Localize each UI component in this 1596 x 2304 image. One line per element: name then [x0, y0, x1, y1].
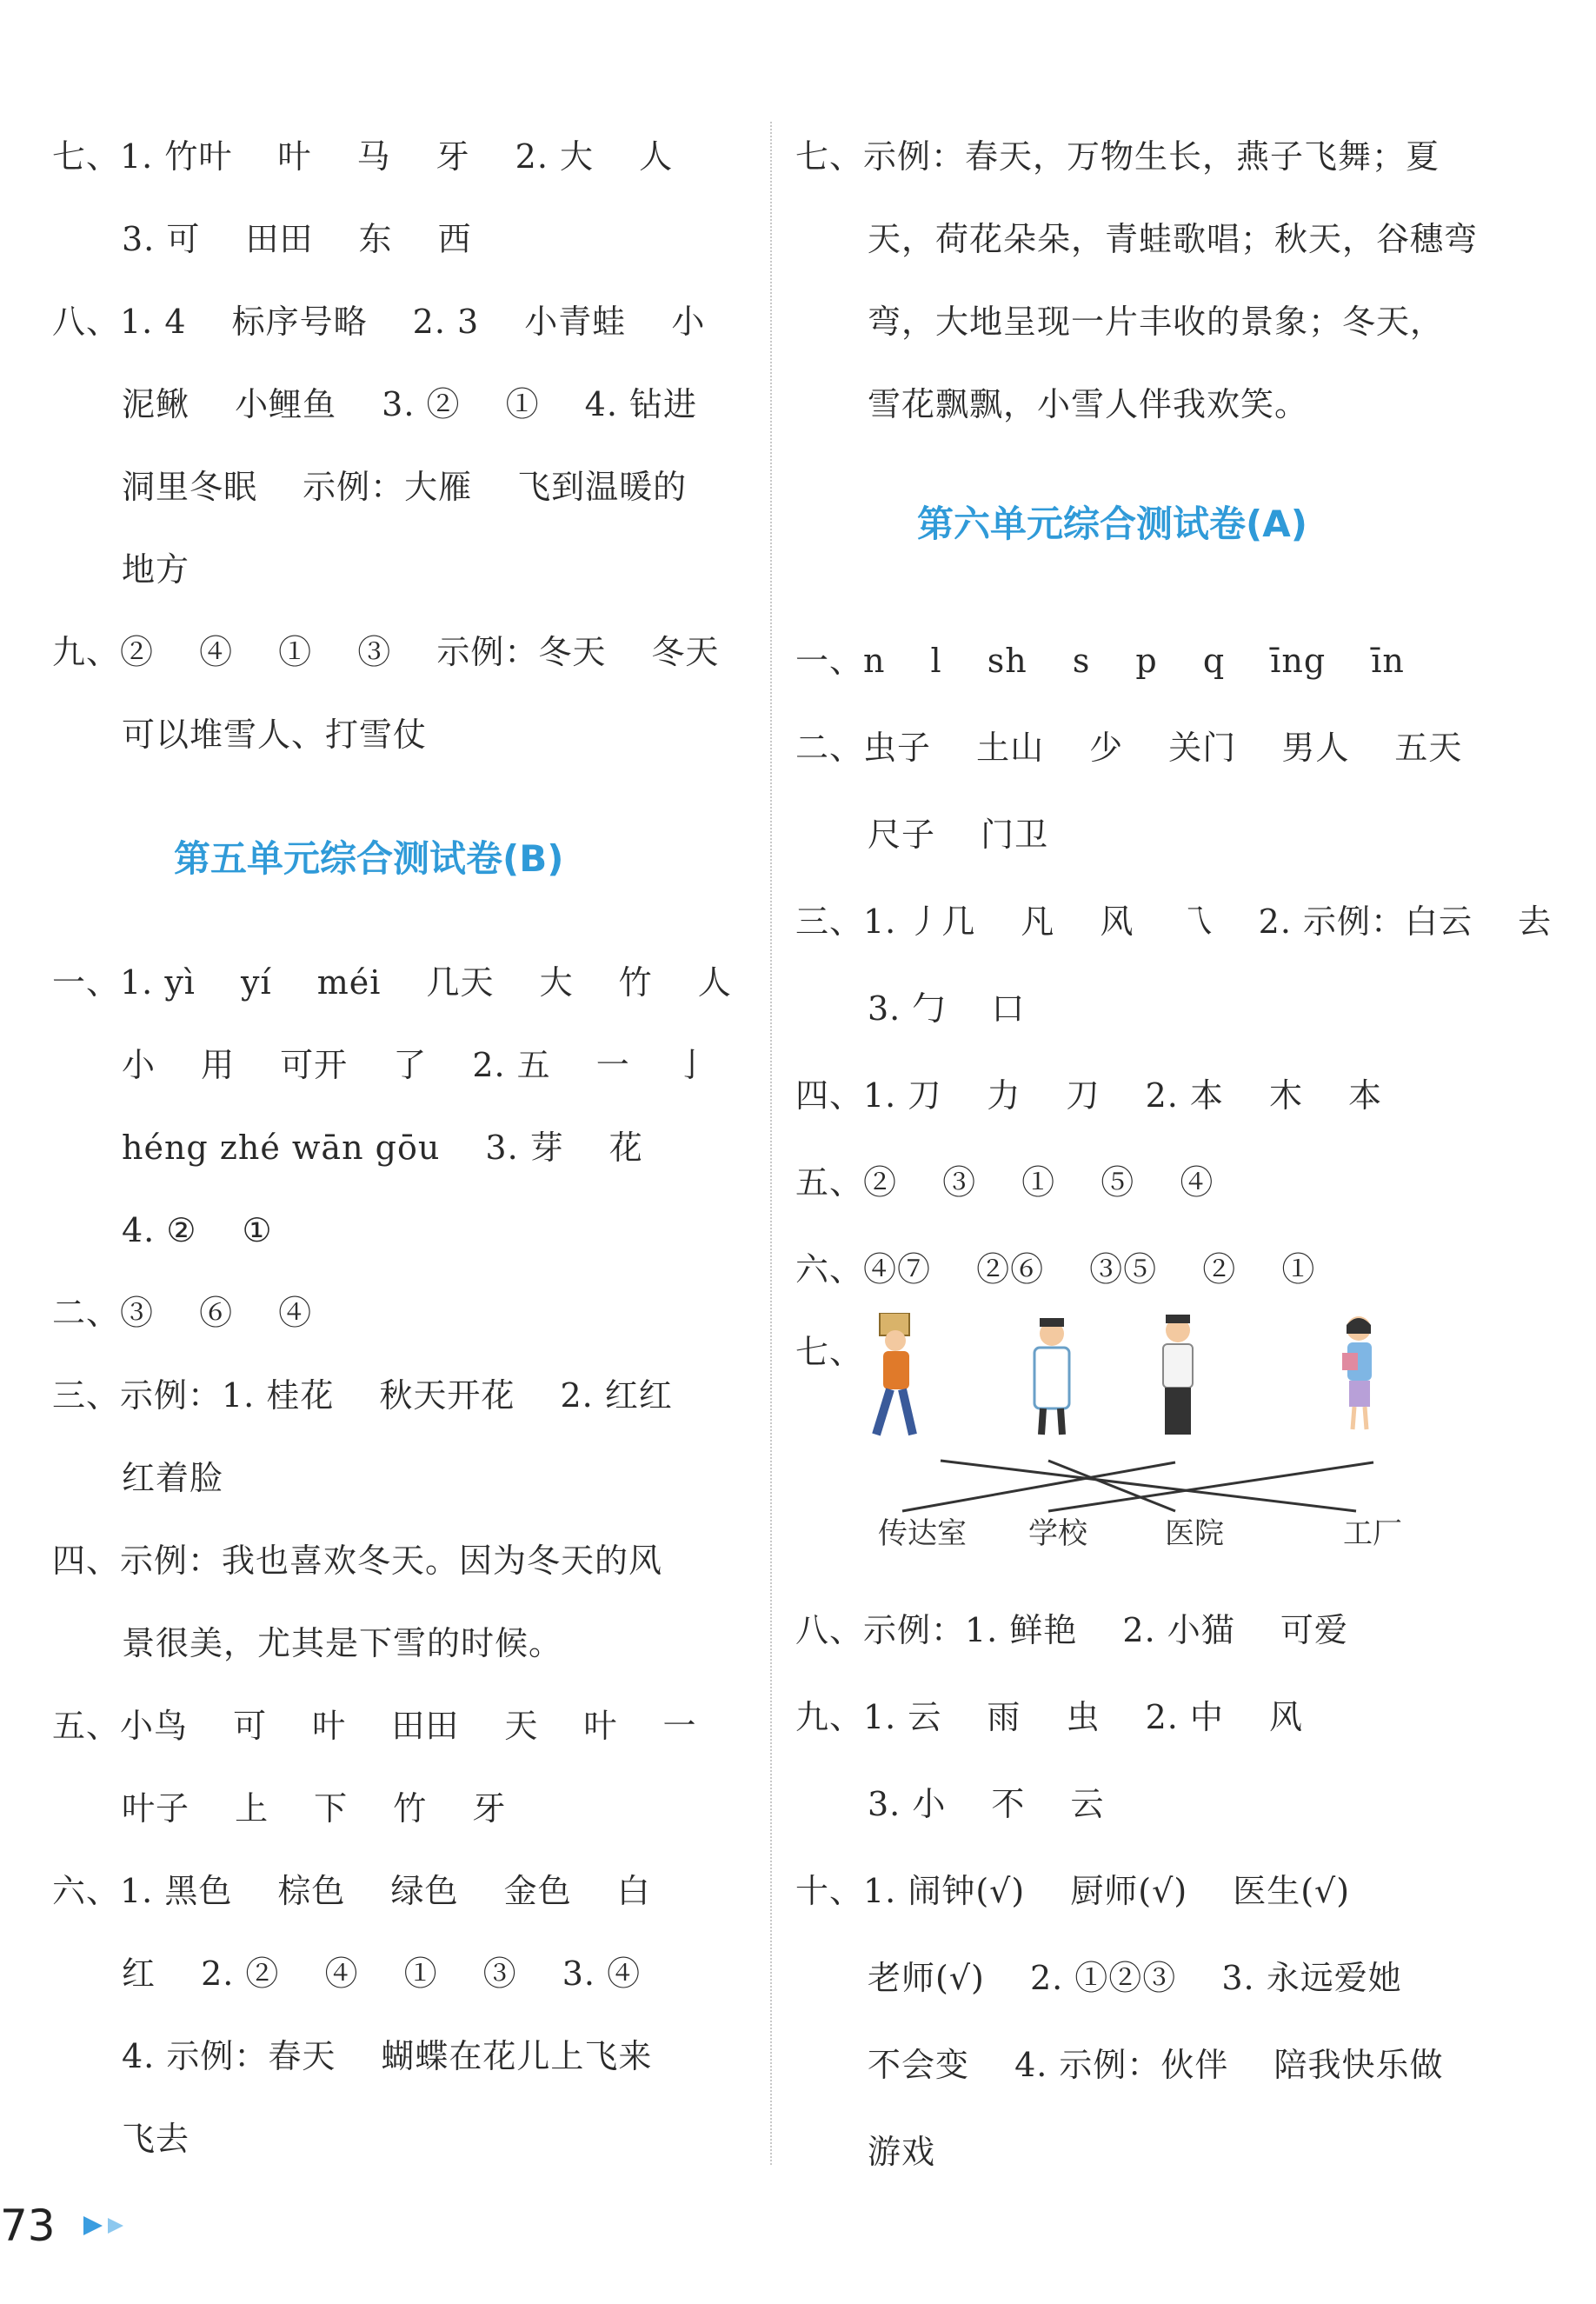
answer-line: 4. ② ① — [122, 1211, 273, 1249]
answer-line: 景很美，尤其是下雪的时候。 — [122, 1624, 563, 1662]
matching-lines — [902, 1461, 1373, 1511]
answer-line: 泥鳅 小鲤鱼 3. ② ① 4. 钻进 — [122, 385, 697, 423]
double-arrow-icon — [80, 2213, 141, 2239]
answer-line: 飞去 — [122, 2120, 190, 2158]
worker-illustration — [876, 1313, 913, 1435]
answer-line: 四、1. 刀 力 刀 2. 本 木 本 — [795, 1076, 1383, 1115]
answer-line: 小 用 可开 了 2. 五 一 亅 — [122, 1046, 709, 1084]
section-heading: 第六单元综合测试卷(A) — [917, 503, 1307, 545]
answer-line: 七、 — [795, 1333, 864, 1371]
answer-line: 天，荷花朵朵，青蛙歌唱；秋天，谷穗弯 — [868, 220, 1479, 258]
answer-line: 红 2. ② ④ ① ③ 3. ④ — [122, 1954, 642, 1993]
answer-line: 可以堆雪人、打雪仗 — [122, 716, 428, 754]
match-label: 工厂 — [1343, 1516, 1402, 1551]
answer-line: 老师(√) 2. ①②③ 3. 永远爱她 — [868, 1959, 1402, 1997]
answer-line: 尺子 门卫 — [868, 816, 1049, 854]
answer-line: 八、示例：1. 鲜艳 2. 小猫 可爱 — [795, 1611, 1348, 1649]
answer-line: 十、1. 闹钟(√) 厨师(√) 医生(√) — [795, 1872, 1351, 1910]
answer-line: 叶子 上 下 竹 牙 — [122, 1789, 507, 1828]
man-illustration — [1163, 1315, 1193, 1435]
answer-line: 六、④⑦ ②⑥ ③⑤ ② ① — [795, 1250, 1316, 1289]
answer-line: 3. 勹 口 — [868, 989, 1026, 1028]
match-label: 学校 — [1028, 1516, 1087, 1551]
answer-line: 七、示例：春天，万物生长，燕子飞舞；夏 — [795, 137, 1440, 176]
teacher-illustration — [1342, 1316, 1372, 1429]
answer-line: 九、1. 云 雨 虫 2. 中 风 — [795, 1698, 1303, 1736]
answer-line: 五、小鸟 可 叶 田田 天 叶 一 — [52, 1707, 697, 1745]
column-divider — [770, 122, 772, 2165]
answer-line: 地方 — [122, 550, 190, 589]
answer-line: 九、② ④ ① ③ 示例：冬天 冬天 — [52, 633, 720, 671]
answer-line: 一、n l sh s p q īng īn — [795, 642, 1405, 680]
answer-line: héng zhé wān gōu 3. 芽 花 — [122, 1129, 643, 1167]
answer-line: 二、虫子 土山 少 关门 男人 五天 — [795, 729, 1463, 767]
match-label: 医院 — [1165, 1516, 1224, 1551]
answer-line: 三、示例：1. 桂花 秋天开花 2. 红红 — [52, 1376, 673, 1415]
answer-line: 三、1. 丿几 凡 风 乁 2. 示例：白云 去 — [795, 902, 1553, 941]
answer-line: 五、② ③ ① ⑤ ④ — [795, 1163, 1214, 1202]
answer-line: 不会变 4. 示例：伙伴 陪我快乐做 — [868, 2046, 1444, 2084]
answer-line: 七、1. 竹叶 叶 马 牙 2. 大 人 — [52, 137, 674, 176]
answer-line: 二、③ ⑥ ④ — [52, 1294, 313, 1332]
page-number: 73 — [0, 2201, 56, 2251]
answer-line: 八、1. 4 标序号略 2. 3 小青蛙 小 — [52, 303, 706, 341]
answer-line: 红着脸 — [122, 1459, 224, 1497]
answer-line: 六、1. 黑色 棕色 绿色 金色 白 — [52, 1872, 651, 1910]
answer-line: 洞里冬眠 示例：大雁 飞到温暖的 — [122, 468, 688, 506]
answer-line: 雪花飘飘，小雪人伴我欢笑。 — [868, 385, 1309, 423]
answer-line: 3. 小 不 云 — [868, 1785, 1105, 1823]
match-label: 传达室 — [878, 1516, 967, 1551]
answer-line: 四、示例：我也喜欢冬天。因为冬天的风 — [52, 1542, 663, 1580]
answer-line: 弯，大地呈现一片丰收的景象；冬天， — [868, 303, 1445, 341]
section-heading: 第五单元综合测试卷(B) — [174, 837, 564, 880]
answer-line: 游戏 — [868, 2133, 936, 2171]
answer-line: 一、1. yì yí méi 几天 大 竹 人 — [52, 963, 732, 1002]
answer-line: 3. 可 田田 东 西 — [122, 220, 472, 258]
answer-line: 4. 示例：春天 蝴蝶在花儿上飞来 — [122, 2037, 653, 2075]
doctor-illustration — [1034, 1318, 1069, 1435]
